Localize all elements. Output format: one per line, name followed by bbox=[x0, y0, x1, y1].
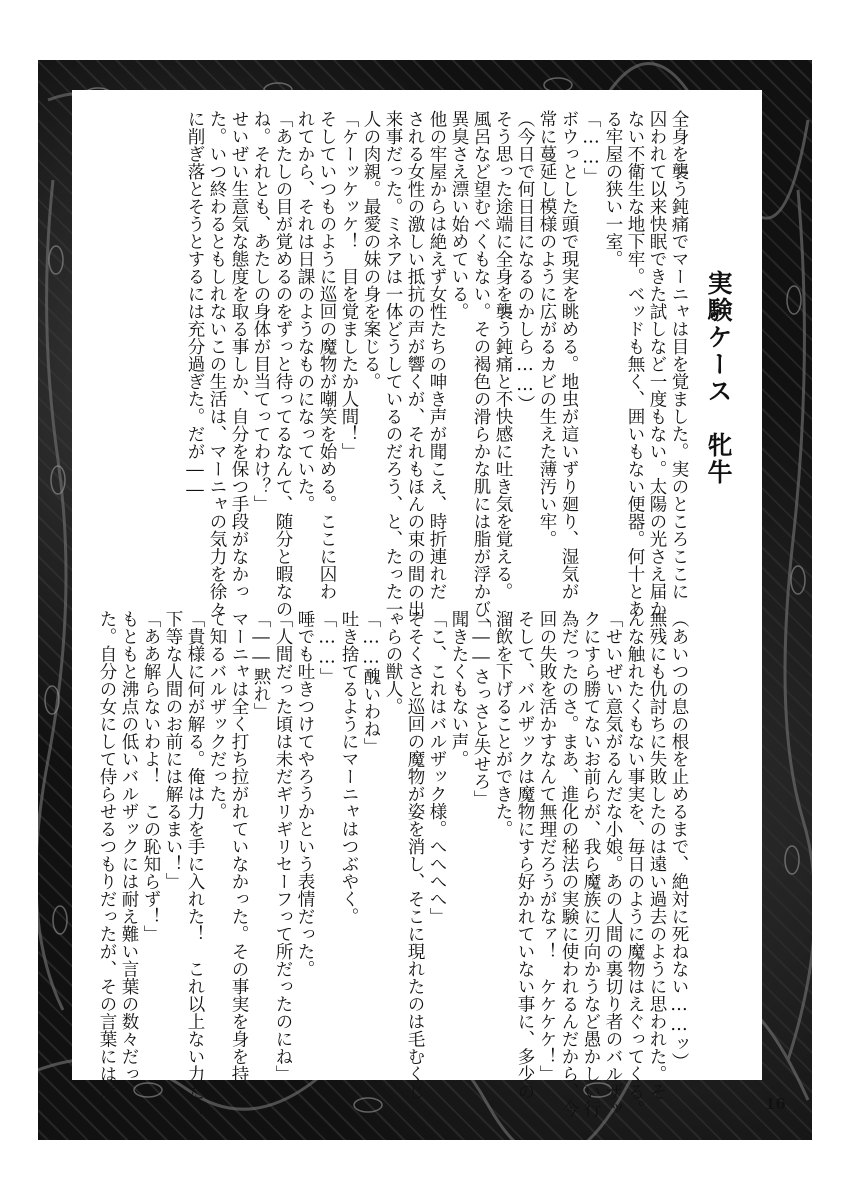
text-line: そしていつものように巡回の魔物が嘲笑を始める。ここに囚わ bbox=[317, 110, 337, 600]
text-line: 唾でも吐きつけてやろうかという表情だった。 bbox=[295, 610, 315, 978]
text-line: （あいつの息の根を止めるまで、絶対に死ねない……ッ） bbox=[669, 610, 689, 1070]
text-line: そう思った途端に全身を襲う鈍痛と不快感に吐き気を覚える。 bbox=[493, 110, 513, 600]
text-line: た。自分の女にして侍らせるつもりだったが、その言葉には度し bbox=[97, 610, 117, 1118]
lower-text-block bbox=[30, 610, 690, 1118]
text-line: 「……」 bbox=[317, 610, 337, 685]
text-line: クにすら勝てないお前らが、我ら魔族に刃向かうなど愚かしい行 bbox=[581, 610, 601, 1118]
text-line: 「――さっさと失せろ」 bbox=[471, 610, 491, 808]
text-line: 吐き捨てるようにマーニャはつぶやく。 bbox=[339, 610, 359, 925]
story-title: 実験ケース 牝牛 bbox=[704, 270, 733, 486]
text-line: 他の牢屋からは絶えず女性たちの呻き声が聞こえ、時折連れだ bbox=[427, 110, 447, 600]
text-line: 「ああ解らないわよ！ この恥知らず！」 bbox=[141, 610, 161, 943]
text-line: 聞きたくもない声。 bbox=[449, 610, 469, 768]
text-line: ね。それとも、あたしの身体が目当てってわけ？」 bbox=[251, 110, 271, 513]
text-line: 「……醜いわね」 bbox=[361, 610, 381, 755]
text-line: 来事だった。ミネアは一体どうしているのだろう、と、たった一 bbox=[383, 110, 403, 618]
text-line: そそくさと巡回の魔物が姿を消し、そこに現れたのは毛むくじ bbox=[405, 610, 425, 1100]
text-line: 為だったのさ。まあ、進化の秘法の実験に使われるんだから、今 bbox=[559, 610, 579, 1118]
text-line: 溜飲を下げることができた。 bbox=[493, 610, 513, 838]
text-line: 無残にも仇討ちに失敗したのは遠い過去のように思われた。そ bbox=[647, 610, 667, 1100]
text-line: 下等な人間のお前には解るまい！」 bbox=[163, 610, 183, 890]
upper-text-block bbox=[185, 110, 690, 635]
text-line: 「せいぜい意気がるんだな小娘。あの人間の裏切り者のバルザッ bbox=[603, 610, 623, 1118]
text-line: 「こ、これはバルザック様。へへへへ」 bbox=[427, 610, 447, 925]
text-line: そして、バルザックは魔物にすら好かれていない事に、多少の bbox=[515, 610, 535, 1100]
text-line: マーニャは全く打ち拉がれていなかった。その事実を身を持っ bbox=[229, 610, 249, 1100]
text-line: もともと沸点の低いバルザックには耐え難い言葉の数々だっ bbox=[119, 610, 139, 1083]
text-line: される女性の激しい抵抗の声が響くが、それもほんの束の間の出 bbox=[405, 110, 425, 618]
text-line: んな触れたくもない事実を、毎日のように魔物はえぐってくる。 bbox=[625, 610, 645, 1118]
text-line: ゃらの獣人。 bbox=[383, 610, 403, 715]
text-line: 「……」 bbox=[581, 110, 601, 185]
text-line: 風呂など望むべくもない。その褐色の滑らかな肌には脂が浮かび、 bbox=[471, 110, 491, 635]
text-line: 「あたしの目が覚めるのをずっと待ってるなんて、随分と暇なの bbox=[273, 110, 293, 618]
text-line: 常に蔓延し模様のように広がるカビの生えた薄汚い牢。 bbox=[537, 110, 557, 548]
text-line: せいぜい生意気な態度を取る事しか、自分を保つ手段がなかっ bbox=[229, 110, 249, 600]
text-line: 「貴様に何が解る。俺は力を手に入れた！ これ以上ない力だ！ bbox=[185, 610, 205, 1118]
text-line: 「人間だった頃は未だギリギリセーフって所だったのにね」 bbox=[273, 610, 293, 1083]
text-line: 異臭さえ漂い始めている。 bbox=[449, 110, 469, 320]
text-line: ない不衛生な地下牢。ベッドも無く、囲いもない便器。何十とあ bbox=[625, 110, 645, 618]
text-line: 「――黙れ」 bbox=[251, 610, 271, 720]
text-line: ボウっとした頭で現実を眺める。地虫が這いずり廻り、湿気が bbox=[559, 110, 579, 600]
text-line: る牢屋の狭い一室。 bbox=[603, 110, 623, 268]
text-line: に削ぎ落とそうとするには充分過ぎた。だが―― bbox=[185, 110, 205, 500]
text-line: 人の肉親。最愛の妹の身を案じる。 bbox=[361, 110, 381, 390]
page-number: 16 bbox=[765, 1095, 786, 1113]
text-panel bbox=[72, 90, 762, 1118]
text-line: て知るバルザックだった。 bbox=[207, 610, 227, 820]
text-line: れてから、それは日課のようなものになっていた。 bbox=[295, 110, 315, 513]
text-line: 回の失敗を活かすなんて無理だろうがなァ！ ケケケケ！」 bbox=[537, 610, 557, 1083]
text-line: （今日で何日目になるのかしら……） bbox=[515, 110, 535, 413]
text-line: た。いつ終わるともしれないこの生活は、マーニャの気力を徐々 bbox=[207, 110, 227, 618]
text-line: 囚われて以来快眠できた試しなど一度もない。太陽の光さえ届か bbox=[647, 110, 667, 618]
text-line: 全身を襲う鈍痛でマーニャは目を覚ました。実のところここに bbox=[669, 110, 689, 600]
text-line: 「ケーッケッケ！ 目を覚ましたか人間！」 bbox=[339, 110, 359, 460]
